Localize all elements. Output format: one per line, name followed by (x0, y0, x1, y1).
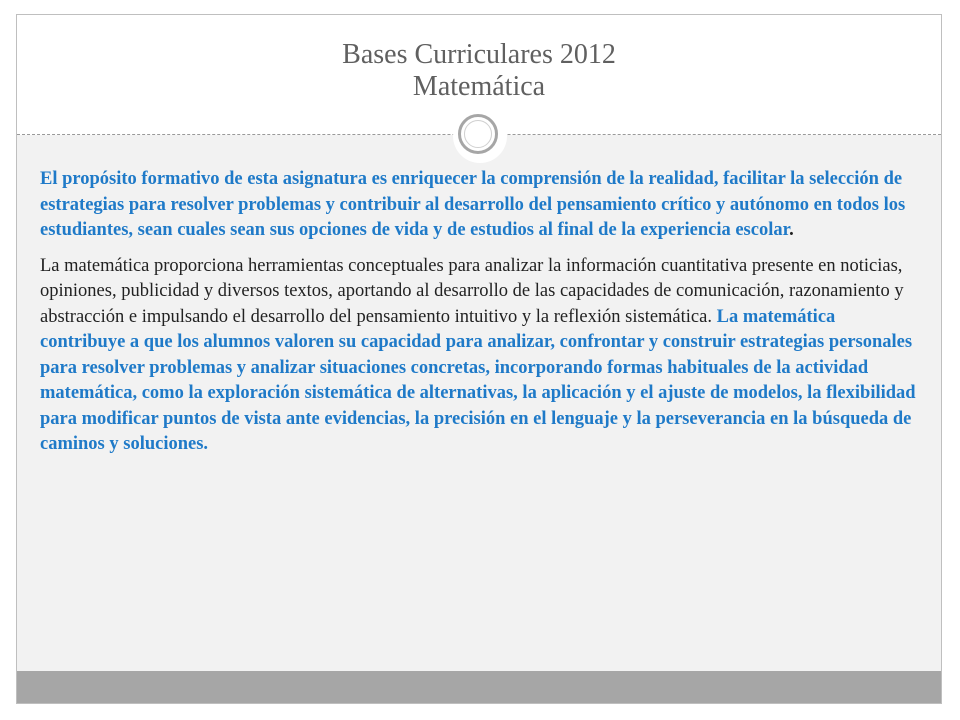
footer-bar (17, 671, 941, 703)
slide-subtitle: Matemática (412, 71, 546, 102)
paragraph-purpose (40, 167, 920, 244)
body-content (40, 167, 920, 458)
paragraph-description-highlight: La matemática contribuye a que los alumnos valoren su capacidad para analizar, confrontar y construir estrategias personales para resolver problemas y analizar situaciones concretas, incorporando formas habituales de la actividad matemática, como la exploración sistemática de alternativas, la aplicación y el ajuste de modelos, la flexibilidad para modificar puntos de vista ante evidencias, la precisión en el lenguaje y la perseverancia en la búsqueda de caminos y soluciones. (40, 306, 916, 454)
slide (16, 14, 942, 704)
paragraph-purpose-text: El propósito formativo de esta asignatura es enriquecer la comprensión de la realidad, facilitar la selección de estrategias para resolver problemas y contribuir al desarrollo del pensamiento crítico y autónomo en todos los estudiantes, sean cuales sean sus opciones de vida y de estudios al final de la experiencia escolar (40, 169, 906, 240)
circle-ornament-inner-icon (464, 120, 492, 148)
paragraph-purpose-end: . (789, 220, 794, 240)
slide-title: Bases Curriculares 2012 (342, 39, 616, 70)
paragraph-description-text: La matemática proporciona herramientas conceptuales para analizar la información cuantitativa presente en noticias, opiniones, publicidad y diversos textos, aportando al desarrollo de las capacidades de comunicación, razonamiento y abstracción e impulsando el desarrollo del pensamiento intuitivo y la reflexión sistemática. (40, 255, 904, 327)
paragraph-description (40, 254, 920, 458)
